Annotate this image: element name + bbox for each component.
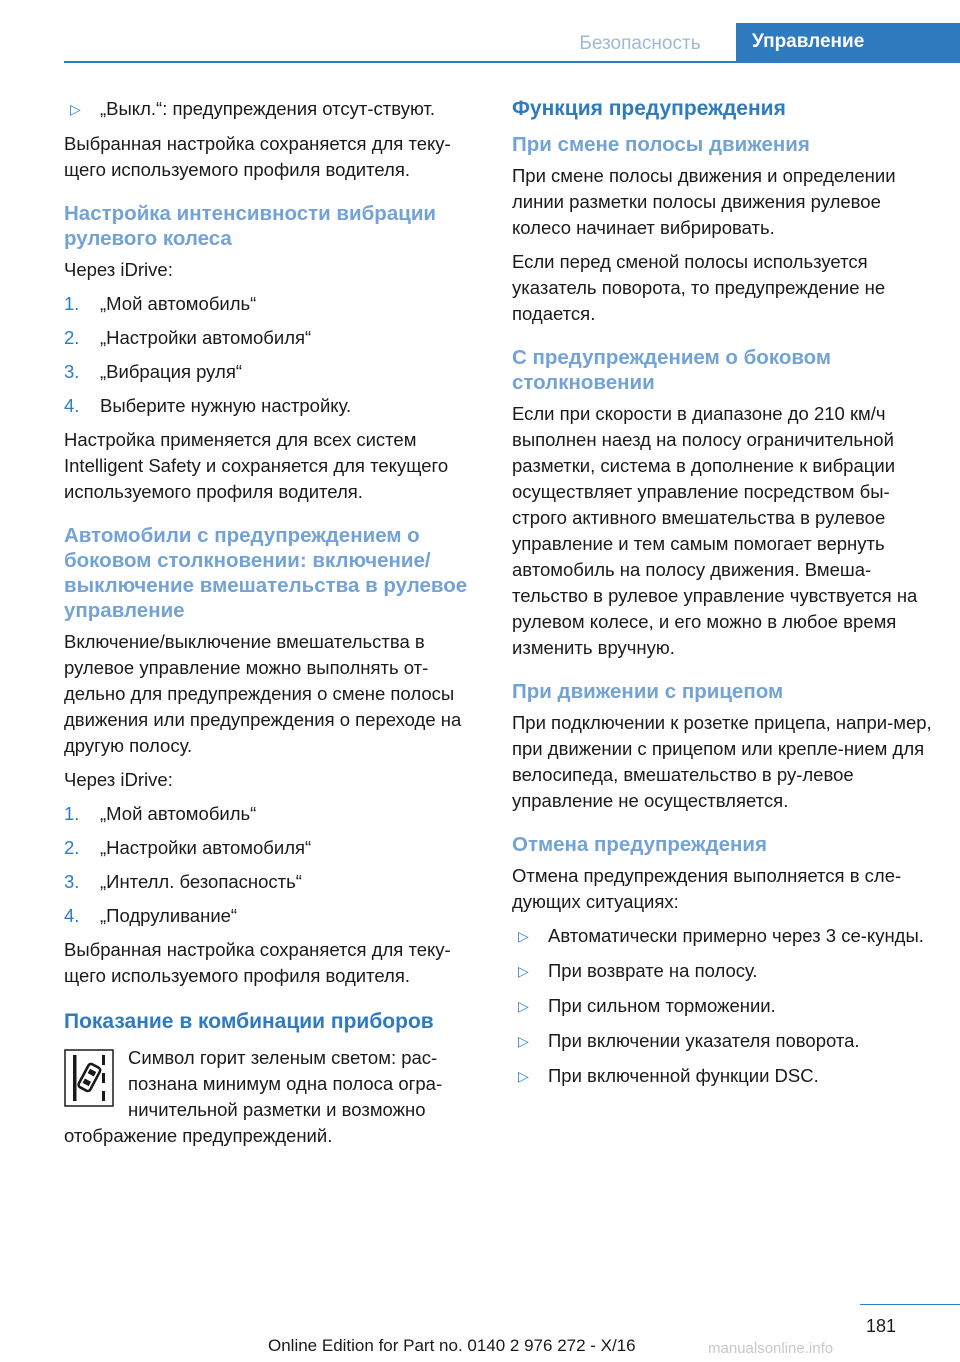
paragraph-turn-signal: Если перед сменой полосы используется указатель поворота, то предупреждение не подается. bbox=[512, 251, 886, 324]
tab-safety[interactable]: Безопасность bbox=[579, 33, 701, 54]
list-item bbox=[64, 869, 478, 895]
via-idrive-1: Через iDrive: bbox=[64, 259, 173, 280]
paragraph-toggle: Включение/выключение вмешательства в рулевое управление можно выполнять от‐дельно для предупреждения о смене полосы движения или предупреждения о переходе на другую полосу. bbox=[64, 631, 462, 756]
paragraph-applied: Настройка применяется для всех систем Intelligent Safety и сохраняется для текущего используемого профиля водителя. bbox=[64, 429, 449, 502]
heading-vibration: Настройка интенсивности вибрации рулевого колеса bbox=[64, 202, 437, 250]
list-item bbox=[512, 1063, 932, 1089]
step-number: 3. bbox=[64, 361, 80, 382]
list-item bbox=[512, 923, 932, 949]
paragraph-lane-change: При смене полосы движения и определении линии разметки полосы движения рулевое колесо начинает вибрировать. bbox=[512, 165, 896, 238]
watermark: manualsonline.info bbox=[708, 1340, 834, 1357]
triangle-right-icon: ▷ bbox=[518, 928, 529, 944]
right-column bbox=[512, 96, 932, 1098]
heading-side-collision: Автомобили с предупреждением о боковом столкновении: включение/выключение вмешательства в рулевое управление bbox=[64, 524, 468, 622]
paragraph-trailer: При подключении к розетке прицепа, напри‐мер, при движении с прицепом или крепле‐нием для велосипеда, вмешательство в ру‐левое управление не осуществляется. bbox=[512, 712, 932, 811]
list-item-text: Автоматически примерно через 3 се‐кунды. bbox=[548, 925, 924, 946]
steps-list-1 bbox=[64, 291, 478, 419]
step-text: „Мой автомобиль“ bbox=[100, 803, 257, 824]
list-item bbox=[64, 903, 478, 929]
step-text: „Вибрация руля“ bbox=[100, 361, 242, 382]
step-number: 4. bbox=[64, 395, 80, 416]
paragraph-saved-1: Выбранная настройка сохраняется для теку‐щего используемого профиля водителя. bbox=[64, 133, 451, 180]
heading-side-warning: С предупреждением о боковом столкновении bbox=[512, 346, 832, 394]
step-text: „Настройки автомобиля“ bbox=[100, 327, 312, 348]
left-column bbox=[64, 96, 478, 1149]
step-text: „Настройки автомобиля“ bbox=[100, 837, 312, 858]
step-number: 3. bbox=[64, 871, 80, 892]
triangle-right-icon: ▷ bbox=[70, 101, 81, 117]
list-item bbox=[512, 1028, 932, 1054]
paragraph-saved-2: Выбранная настройка сохраняется для теку‐щего используемого профиля водителя. bbox=[64, 939, 451, 986]
triangle-right-icon: ▷ bbox=[518, 1068, 529, 1084]
heading-lane-change: При смене полосы движения bbox=[512, 133, 810, 156]
list-item bbox=[64, 359, 478, 385]
via-idrive-2: Через iDrive: bbox=[64, 769, 173, 790]
paragraph-side-warning: Если при скорости в диапазоне до 210 км/ч выполнен наезд на полосу ограничительной разметки, система в дополнение к вибрации осуществляет управление посредством бы‐строго активного вмешательства в рулевое управление и тем самым помогает вернуть автомобиль на полосу движения. Вмеша‐тельство в рулевое управление чувствуется на рулевом колесе, и его можно в любое время изменить вручную. bbox=[512, 403, 918, 658]
list-item-text: При возврате на полосу. bbox=[548, 960, 758, 981]
cancel-list bbox=[512, 923, 932, 1089]
step-number: 1. bbox=[64, 293, 80, 314]
heading-function: Функция предупреждения bbox=[512, 97, 786, 120]
list-item bbox=[64, 325, 478, 351]
step-text: „Интелл. безопасность“ bbox=[100, 871, 302, 892]
list-item-text: При включении указателя поворота. bbox=[548, 1030, 860, 1051]
list-item bbox=[64, 96, 478, 122]
heading-indicator: Показание в комбинации приборов bbox=[64, 1010, 434, 1033]
header-rule bbox=[64, 61, 960, 63]
step-number: 2. bbox=[64, 327, 80, 348]
list-item-text: „Выкл.“: предупреждения отсут‐ствуют. bbox=[100, 98, 435, 119]
list-item bbox=[64, 291, 478, 317]
paragraph-indicator: Символ горит зеленым светом: рас‐познана минимум одна полоса огра‐ничительной разметки и возможно отображение предупреждений. bbox=[64, 1047, 443, 1146]
footer-rule bbox=[860, 1304, 960, 1305]
triangle-right-icon: ▷ bbox=[518, 963, 529, 979]
list-item-text: При включенной функции DSC. bbox=[548, 1065, 819, 1086]
triangle-right-icon: ▷ bbox=[518, 998, 529, 1014]
list-item-text: При сильном торможении. bbox=[548, 995, 776, 1016]
steps-list-2 bbox=[64, 801, 478, 929]
triangle-right-icon: ▷ bbox=[518, 1033, 529, 1049]
step-text: „Подруливание“ bbox=[100, 905, 238, 926]
list-item bbox=[512, 993, 932, 1019]
paragraph-cancel: Отмена предупреждения выполняется в сле‐дующих ситуациях: bbox=[512, 865, 902, 912]
indicator-block bbox=[64, 1045, 478, 1149]
off-option-list bbox=[64, 96, 478, 122]
step-text: „Мой автомобиль“ bbox=[100, 293, 257, 314]
heading-cancel: Отмена предупреждения bbox=[512, 833, 767, 856]
lane-departure-icon bbox=[64, 1049, 114, 1107]
list-item bbox=[64, 835, 478, 861]
step-text: Выберите нужную настройку. bbox=[100, 395, 352, 416]
list-item bbox=[512, 958, 932, 984]
tab-controls[interactable]: Управление bbox=[736, 23, 960, 61]
heading-trailer: При движении с прицепом bbox=[512, 680, 784, 703]
edition-line: Online Edition for Part no. 0140 2 976 272 - X/16 bbox=[268, 1336, 636, 1355]
list-item bbox=[64, 393, 478, 419]
page-number: 181 bbox=[865, 1316, 896, 1336]
step-number: 1. bbox=[64, 803, 80, 824]
step-number: 4. bbox=[64, 905, 80, 926]
list-item bbox=[64, 801, 478, 827]
step-number: 2. bbox=[64, 837, 80, 858]
